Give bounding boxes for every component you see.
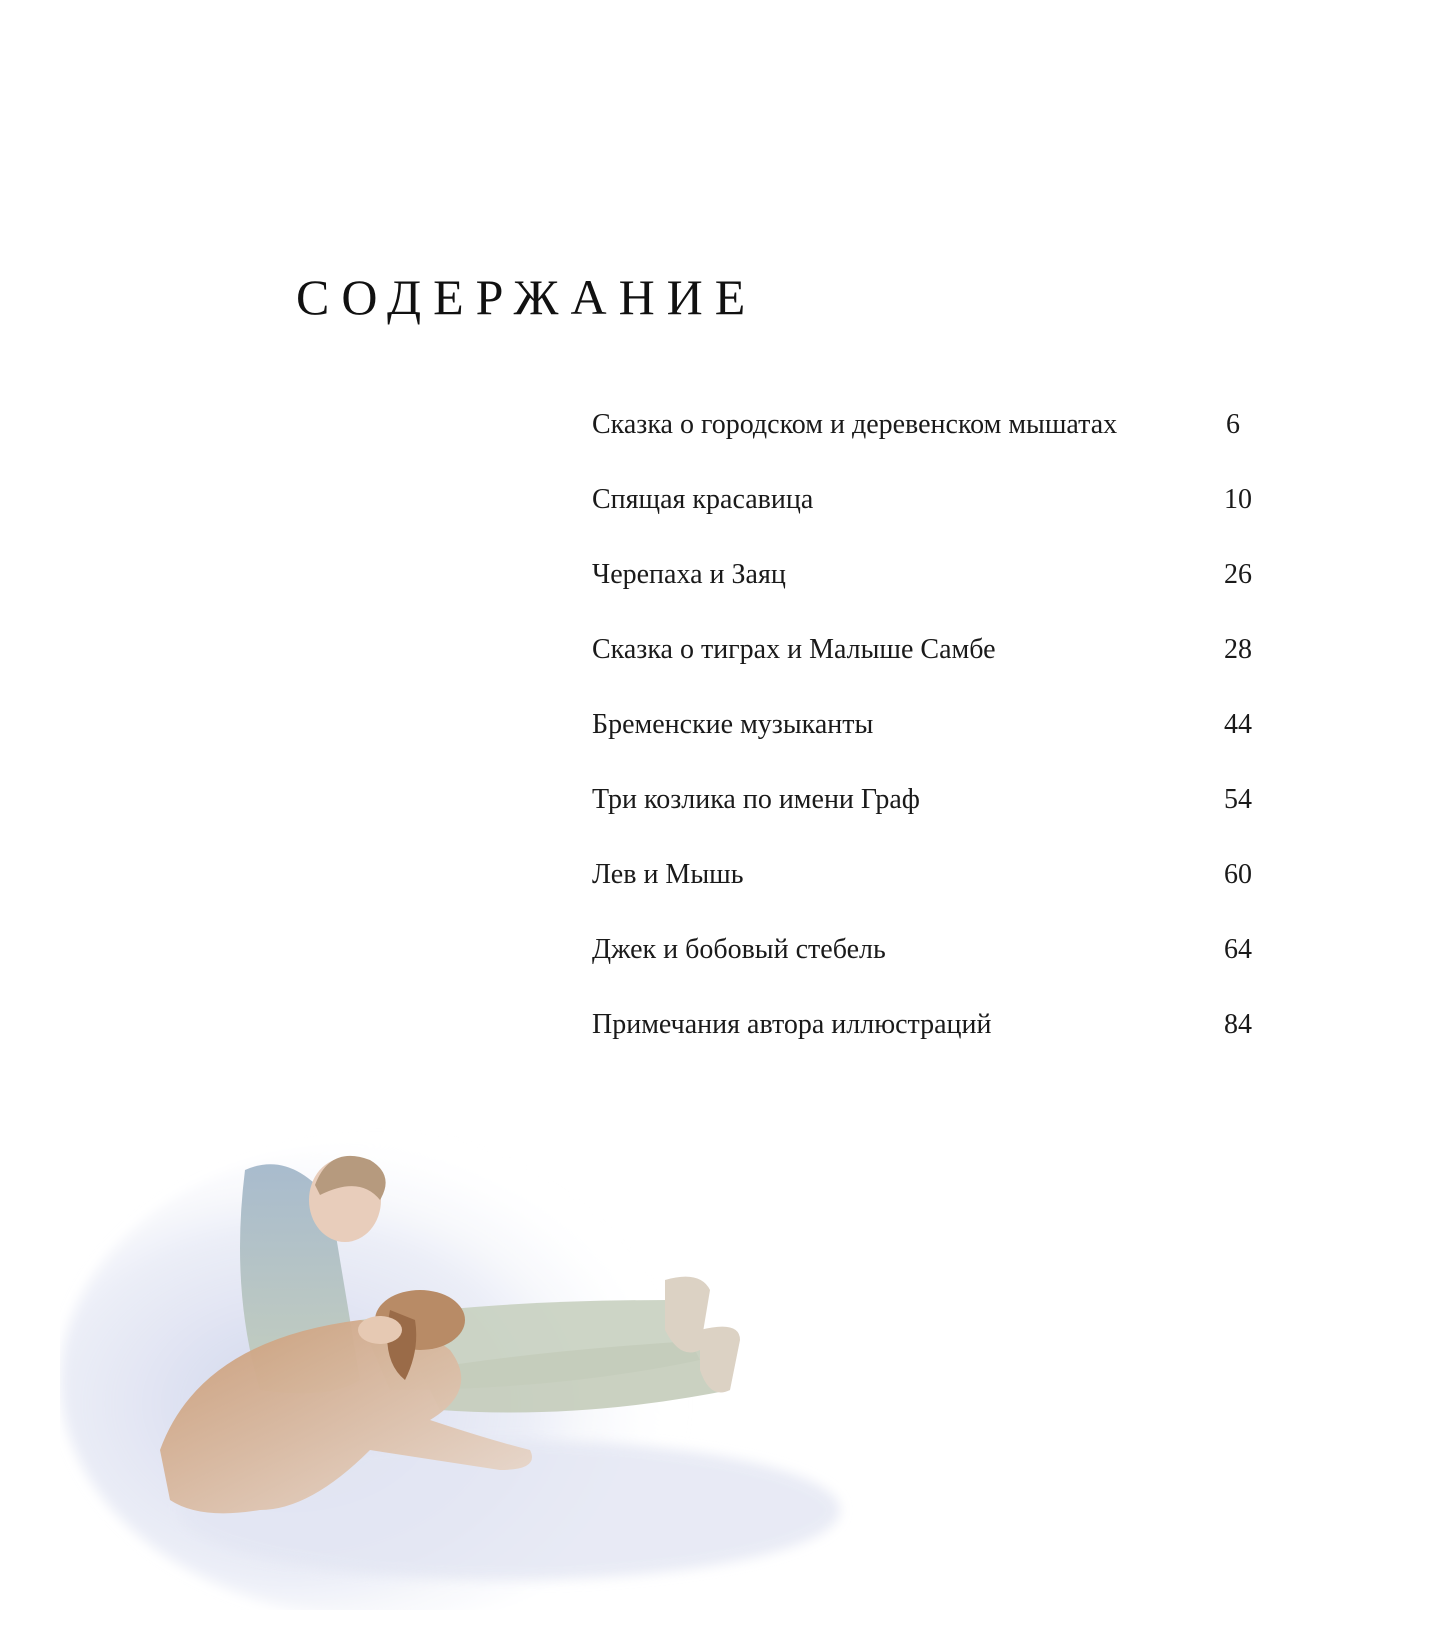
boy-and-dog-illustration: [60, 1090, 980, 1610]
toc-entry-title: Бременские музыканты: [592, 709, 874, 740]
toc-entry-title: Черепаха и Заяц: [592, 559, 786, 590]
toc-entry-title: Спящая красавица: [592, 484, 814, 515]
toc-entry[interactable]: [592, 405, 1252, 480]
toc-entry-page: 54: [1224, 784, 1252, 815]
toc-entry-page: 26: [1224, 559, 1252, 590]
toc-entry[interactable]: [592, 630, 1252, 705]
illustration-image: [60, 1090, 980, 1610]
table-of-contents: [592, 405, 1252, 1080]
toc-entry[interactable]: [592, 555, 1252, 630]
toc-entry-title: Лев и Мышь: [592, 859, 744, 890]
toc-entry[interactable]: [592, 780, 1252, 855]
toc-entry-page: 60: [1224, 859, 1252, 890]
toc-entry-page: 44: [1224, 709, 1252, 740]
page-title: СОДЕРЖАНИЕ: [296, 269, 758, 325]
toc-entry-page: 28: [1224, 634, 1252, 665]
toc-entry-page: 84: [1224, 1009, 1252, 1040]
toc-entry-title: Примечания автора иллюстраций: [592, 1009, 992, 1040]
toc-entry[interactable]: [592, 1005, 1252, 1080]
toc-entry-title: Три козлика по имени Граф: [592, 784, 920, 815]
toc-entry[interactable]: [592, 705, 1252, 780]
toc-entry[interactable]: [592, 855, 1252, 930]
toc-entry-title: Сказка о тиграх и Малыше Самбе: [592, 634, 996, 665]
toc-entry-page: 10: [1224, 484, 1252, 515]
toc-entry-page: 6: [1226, 409, 1240, 440]
toc-entry-title: Джек и бобовый стебель: [592, 934, 886, 965]
toc-entry-page: 64: [1224, 934, 1252, 965]
toc-entry[interactable]: [592, 930, 1252, 1005]
toc-entry-title: Сказка о городском и деревенском мышатах: [592, 409, 1118, 440]
toc-entry[interactable]: [592, 480, 1252, 555]
